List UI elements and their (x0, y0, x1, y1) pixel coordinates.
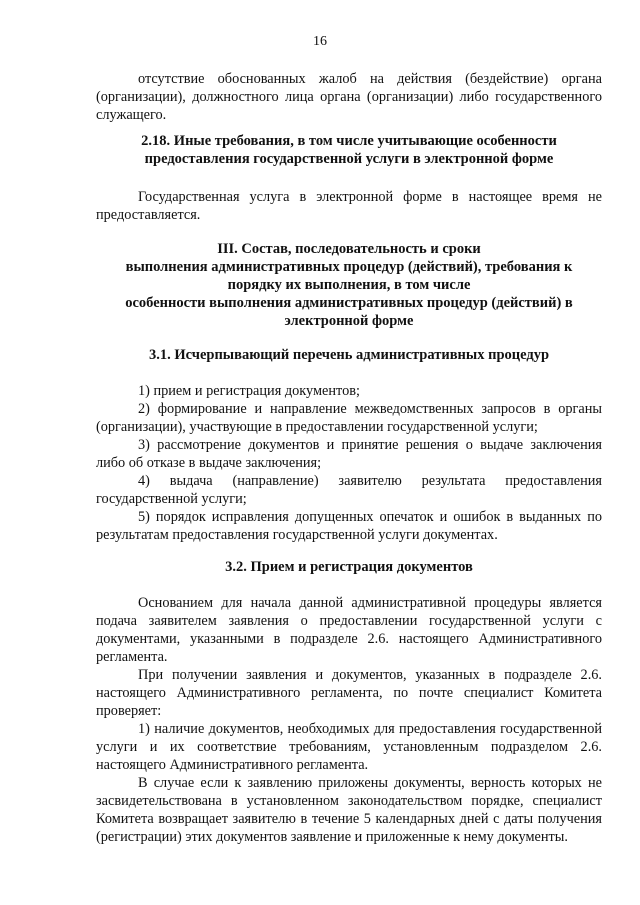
heading-line: III. Состав, последовательность и сроки (217, 241, 481, 257)
intro-paragraph: отсутствие обоснованных жалоб на действия (бездействие) органа (организации), должностного лица органа (организации) либо государственного служащего. (96, 71, 602, 123)
page-number: 16 (313, 34, 327, 49)
procedures-list (96, 382, 602, 544)
section-2-18-text: Государственная услуга в электронной форме в настоящее время не предоставляется. (96, 189, 602, 223)
list-item: 2) формирование и направление межведомственных запросов в органы (организации), участвующие в предоставлении государственной услуги; (96, 401, 602, 435)
section-3-2-paragraph: В случае если к заявлению приложены документы, верность которых не засвидетельствована в установленном законодательством порядке, специалист Комитета возвращает заявителю в течение 5 календарных дней с даты получения (регистрации) этих документов заявление и приложенные к нему документы. (96, 775, 602, 845)
heading-line: предоставления государственной услуги в электронной форме (144, 151, 554, 167)
section-3-2-heading: 3.2. Прием и регистрация документов (225, 559, 473, 575)
section-3-1-heading: 3.1. Исчерпывающий перечень административных процедур (148, 347, 550, 363)
heading-line: выполнения административных процедур (действий), требования к (125, 259, 573, 275)
heading-line: порядку их выполнения, в том числе (227, 277, 471, 293)
section-3-2-paragraph: Основанием для начала данной административной процедуры является подача заявителем заявления о предоставлении государственной услуги с документами, указанными в подразделе 2.6. настоящего Административного регламента. (96, 595, 602, 665)
list-item: 3) рассмотрение документов и принятие решения о выдаче заключения либо об отказе в выдаче заключения; (96, 437, 602, 471)
heading-line: электронной форме (284, 313, 414, 329)
section-3-2-paragraph: При получении заявления и документов, указанных в подразделе 2.6. настоящего Административного регламента, по почте специалист Комитета проверяет: (96, 667, 602, 719)
heading-line: 2.18. Иные требования, в том числе учитывающие особенности (141, 133, 557, 149)
section-3-2-paragraph: 1) наличие документов, необходимых для предоставления государственной услуги и их соответствие требованиям, установленным подразделом 2.6. настоящего Административного регламента. (96, 721, 602, 773)
chapter-3-heading (96, 240, 602, 330)
list-item: 5) порядок исправления допущенных опечаток и ошибок в выданных по результатам предоставления государственной услуги документах. (96, 509, 602, 543)
heading-line: особенности выполнения административных процедур (действий) в (125, 295, 573, 311)
section-2-18-heading (96, 132, 602, 168)
list-item: 1) прием и регистрация документов; (138, 383, 360, 399)
list-item: 4) выдача (направление) заявителю результата предоставления государственной услуги; (96, 473, 602, 507)
